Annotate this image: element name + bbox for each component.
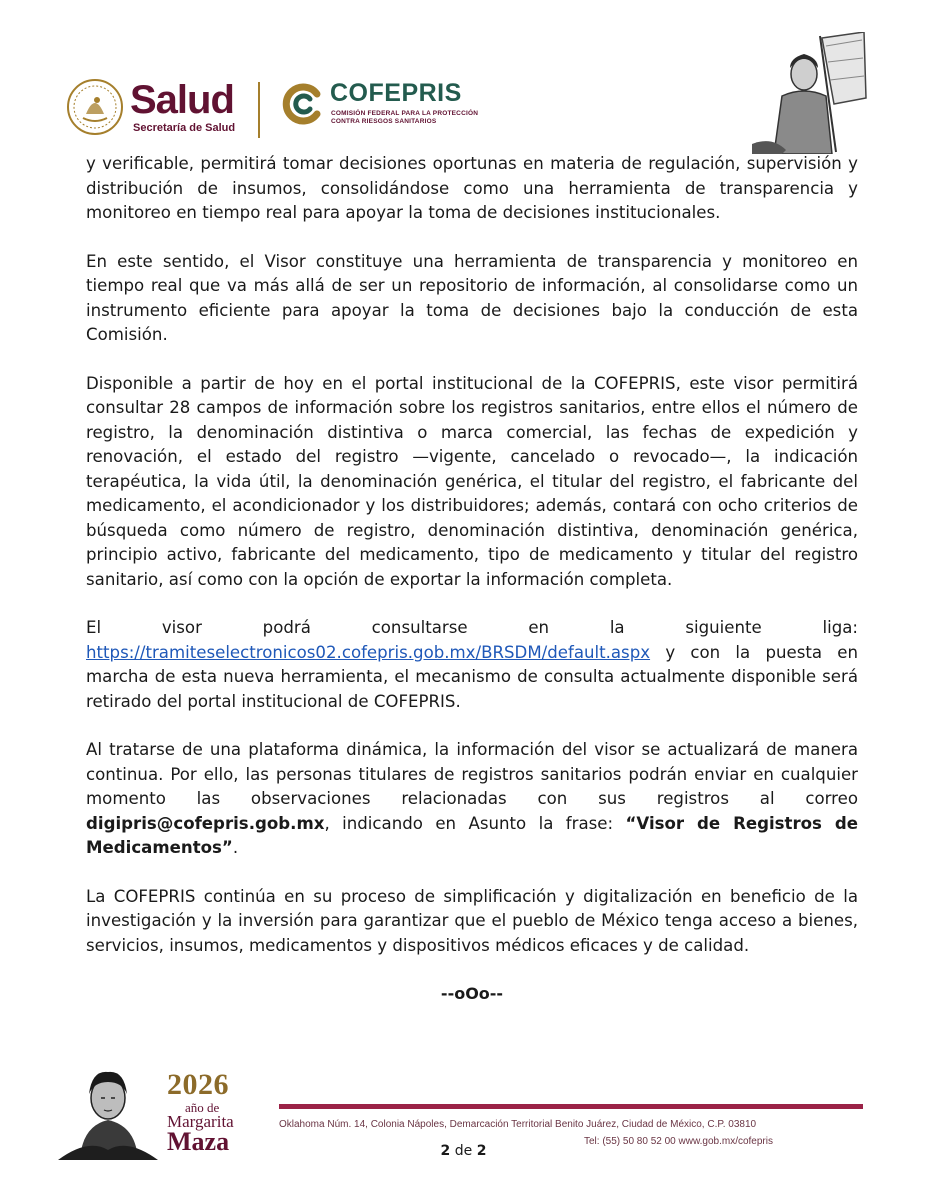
- cofepris-logo-subtitle-2: CONTRA RIESGOS SANITARIOS: [331, 118, 437, 125]
- contact-email: digipris@cofepris.gob.mx: [86, 813, 325, 833]
- year-logo-last-name: Maza: [167, 1127, 230, 1156]
- cofepris-logo-icon: [281, 82, 325, 126]
- paragraph-5-middle: , indicando en Asunto la frase:: [324, 813, 614, 833]
- press-release-body: [86, 152, 858, 1007]
- page-of: de: [454, 1143, 473, 1159]
- page-current: 2: [440, 1143, 451, 1159]
- cofepris-logo-subtitle-1: COMISIÓN FEDERAL PARA LA PROTECCIÓN: [331, 110, 479, 117]
- paragraph-4-intro: El visor podrá consultarse en la siguiente liga:: [86, 618, 858, 637]
- cofepris-logo-text: COFEPRIS: [330, 79, 462, 107]
- logo-divider: [258, 82, 260, 138]
- paragraph-1: y verificable, permitirá tomar decisiones oportunas en materia de regulación, supervisión y distribución de insumos, consolidándose como una herramienta de transparencia y monitoreo en tiempo real para apoyar la toma de decisiones institucionales.: [86, 154, 858, 222]
- year-logo-de: año de: [185, 1100, 220, 1115]
- closing-mark: --oOo--: [440, 984, 504, 1003]
- paragraph-5: [86, 738, 858, 861]
- paragraph-5-end: .: [232, 838, 239, 857]
- coat-of-arms-icon: [66, 78, 124, 136]
- paragraph-3: Disponible a partir de hoy en el portal institucional de la COFEPRIS, este visor permitirá consultar 28 campos de información sobre los registros sanitarios, entre ellos el número de registro, la denominación distintiva o marca comercial, las fechas de expedición y renovación, el estado del registro —vigente, cancelado o revocado—, la indicación terapéutica, la vida útil, la denominación genérica, el titular del registro, el fabricante del medicamento, el acondicionador y los distribuidores; además, contará con ocho criterios de búsqueda como número de registro, denominación distintiva, denominación genérica, principio activo, fabricante del medicamento, tipo de medicamento y titular del registro sanitario, así como con la opción de exportar la información completa.: [86, 373, 858, 589]
- footer-contact: Tel: (55) 50 80 52 00 www.gob.mx/cofepris: [584, 1136, 773, 1147]
- paragraph-6: La COFEPRIS continúa en su proceso de simplificación y digitalización en beneficio de la investigación y la inversión para garantizar que el pueblo de México tenga acceso a bienes, servicios, insumos, medicamentos y dispositivos médicos eficaces y de calidad.: [86, 886, 858, 955]
- page-header: [0, 0, 927, 150]
- heroine-illustration-icon: [752, 32, 870, 154]
- paragraph-2: En este sentido, el Visor constituye una herramienta de transparencia y monitoreo en tiempo real que va más allá de ser un repositorio de información, al consolidarse como un instrumento eficiente para apoyar la toma de decisiones bajo la conducción de esta Comisión.: [86, 251, 858, 344]
- year-logo-first-name: Margarita: [167, 1112, 234, 1131]
- footer-rule: [279, 1104, 863, 1109]
- visor-link[interactable]: https://tramiteselectronicos02.cofepris.gob.mx/BRSDM/default.aspx: [86, 642, 651, 662]
- page-number: [0, 1143, 927, 1159]
- salud-logo-text: Salud: [130, 78, 234, 122]
- page-total: 2: [476, 1143, 487, 1159]
- paragraph-5-intro: Al tratarse de una plataforma dinámica, la información del visor se actualizará de manera continua. Por ello, las personas titulares de registros sanitarios podrán enviar en cualquier momento las observaciones relacionadas con sus registros al correo: [86, 740, 858, 808]
- year-logo-number: 2026: [167, 1068, 229, 1101]
- paragraph-4-rest: y con la puesta en marcha de esta nueva herramienta, el mecanismo de consulta actualmente disponible será retirado del portal institucional de COFEPRIS.: [86, 642, 858, 711]
- salud-logo-subtitle: Secretaría de Salud: [133, 122, 236, 134]
- paragraph-4: [86, 616, 858, 714]
- subject-phrase: “Visor de Registros de Medicamentos”: [86, 813, 858, 857]
- footer-address: Oklahoma Núm. 14, Colonia Nápoles, Demarcación Territorial Benito Juárez, Ciudad de México, C.P. 03810: [279, 1119, 757, 1130]
